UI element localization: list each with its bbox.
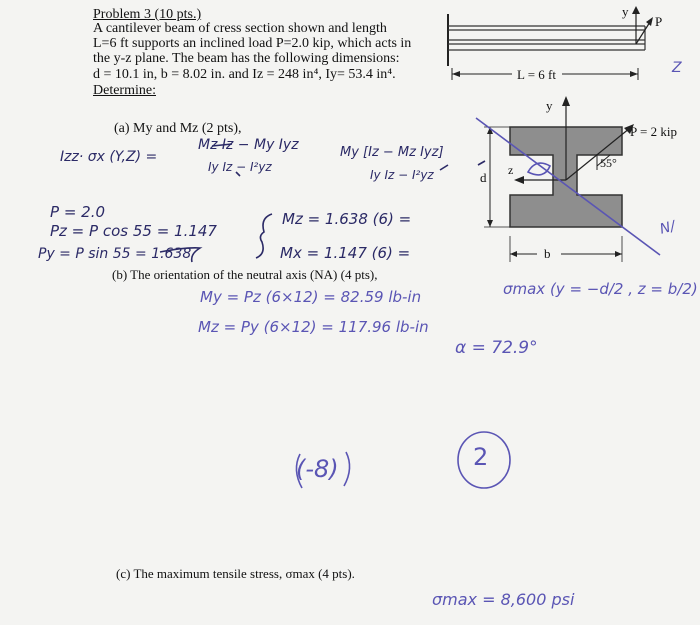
mz-calc: Mz = Py (6×12) = 117.96 lb-in [198,318,429,336]
statement-line-5: Determine: [93,83,156,98]
na-label: N/ [658,218,678,238]
py-value: Py = P sin 55 = 1.638 [38,246,192,262]
sigma-max-value: σmax = 8,600 psi [432,590,575,609]
statement-line-3: the y-z plane. The beam has the following dimensions: [93,51,400,66]
b-label: b [544,246,551,261]
d-label: d [480,170,487,185]
problem-title: Problem 3 (10 pts.) [93,7,202,22]
my-calc: My = Pz (6×12) = 82.59 lb-in [200,288,422,306]
z-label: z [508,163,514,177]
angle-label: 55° [600,156,617,170]
statement-line-4: d = 10.1 in, b = 8.02 in. and Iz = 248 in⁴, Iy= 53.4 in⁴. [93,67,396,82]
p-value: P = 2.0 [50,203,106,221]
formula-num-1: Mz Iz − My Iyz [198,137,299,153]
top-p-label: P [655,14,663,29]
score-mark: 2 [473,443,489,471]
statement-line-1: A cantilever beam of cress section shown and length [93,21,387,36]
part-c: (c) The maximum tensile stress, σmax (4 pts). [116,566,355,581]
statement-line-2: L=6 ft supports an inclined load P=2.0 kip, which acts in [93,36,412,51]
formula-den-2: Iy Iz − I²yz [370,168,434,182]
part-b: (b) The orientation of the neutral axis (NA) (4 pts), [112,267,378,282]
corner-mark: Z [672,60,682,76]
top-axes [632,6,653,44]
formula-lhs: Izz· σx (Y,Z) = [60,149,158,165]
deduction-mark: (-8) [296,455,339,483]
top-y-label: y [622,4,629,19]
mz-value: Mz = 1.638 (6) = [282,210,412,228]
part-a: (a) My and Mz (2 pts), [114,121,242,136]
formula-num-2: My [Iz − Mz Iyz] [340,145,444,160]
sigma-max-location: σmax (y = −d/2 , z = b/2) [503,280,698,298]
alpha-value: α = 72.9° [455,338,538,358]
cantilever-beam [448,14,645,66]
formula-den-1: Iy Iz − I²yz [208,160,272,174]
mx-value: Mx = 1.147 (6) = [280,244,411,262]
pz-value: Pz = P cos 55 = 1.147 [50,222,217,240]
beam-length-label: L = 6 ft [517,67,556,82]
section-y-label: y [546,98,553,113]
load-label: P = 2 kip [630,124,677,139]
